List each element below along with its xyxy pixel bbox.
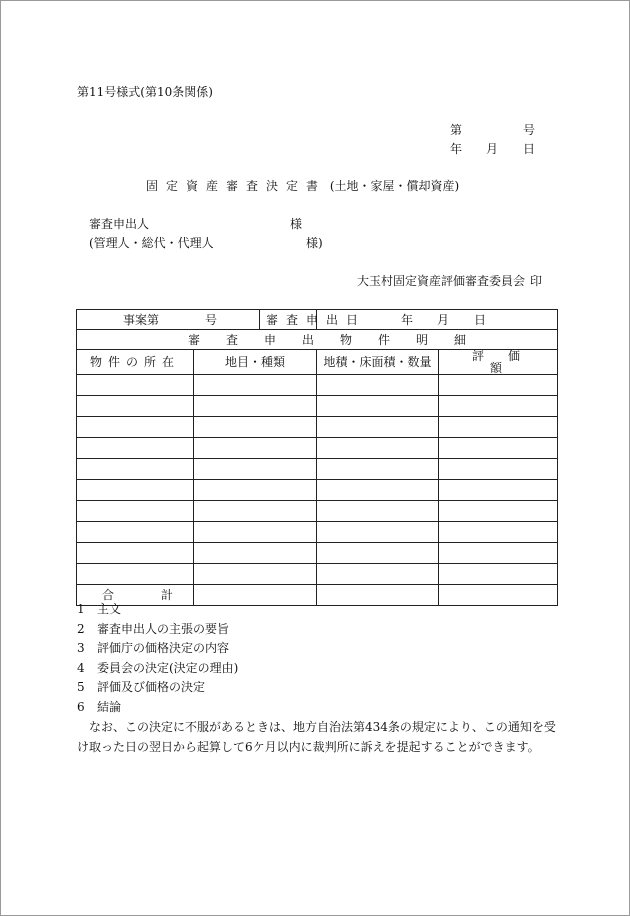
- shinsa-date-value-cell: [317, 310, 558, 330]
- detail-header-char: 申: [264, 333, 277, 347]
- detail-cell: [317, 396, 439, 417]
- committee-name: 大玉村固定資産評価審査委員会: [357, 274, 526, 288]
- detail-cell: [439, 438, 558, 459]
- detail-cell: [439, 396, 558, 417]
- date-day-label: 日: [523, 142, 536, 156]
- col-land-type: 地目・種類: [194, 350, 317, 375]
- detail-cell: [317, 501, 439, 522]
- main-item: [77, 681, 238, 701]
- detail-header-char: 物: [340, 333, 353, 347]
- detail-cell: [317, 522, 439, 543]
- detail-cell: [439, 459, 558, 480]
- detail-cell: [194, 564, 317, 585]
- detail-cell: [77, 396, 194, 417]
- detail-cell: [439, 522, 558, 543]
- document-title: [146, 180, 459, 192]
- main-item-number: 1: [77, 602, 85, 616]
- main-items-list: [77, 603, 238, 720]
- case-number-cell: [77, 310, 260, 330]
- detail-cell: [317, 543, 439, 564]
- ymd-day: 日: [474, 313, 487, 327]
- issue-number-suffix: 号: [523, 123, 536, 137]
- applicant-honorific: 様: [290, 217, 303, 231]
- detail-cell: [317, 375, 439, 396]
- detail-row: [77, 438, 558, 459]
- detail-cell: [77, 480, 194, 501]
- closing-note: [77, 717, 567, 757]
- detail-row: [77, 564, 558, 585]
- detail-cell: [439, 375, 558, 396]
- detail-cell: [194, 375, 317, 396]
- detail-cell: [194, 459, 317, 480]
- issue-number-label: 第: [450, 123, 463, 137]
- case-number-suffix: 号: [205, 313, 218, 327]
- col-assessed-value: 評価額: [439, 350, 558, 375]
- main-item-number: 4: [77, 660, 85, 675]
- detail-header-char: 件: [378, 333, 391, 347]
- document-title-main: 固定資産審査決定書: [146, 179, 327, 193]
- date-month-label: 月: [486, 142, 499, 156]
- detail-cell: [194, 522, 317, 543]
- detail-header-char: 明: [416, 333, 429, 347]
- detail-row: [77, 480, 558, 501]
- detail-cell: [77, 522, 194, 543]
- detail-cell: [77, 438, 194, 459]
- detail-row: [77, 543, 558, 564]
- main-item: [77, 623, 238, 643]
- detail-header-char: 出: [302, 333, 315, 347]
- detail-header-row: [77, 330, 558, 350]
- main-item-text: 審査申出人の主張の要旨: [97, 621, 230, 636]
- main-item-number: 3: [77, 641, 85, 655]
- col-area-quantity: 地積・床面積・数量: [317, 350, 439, 375]
- detail-row: [77, 396, 558, 417]
- case-info-row: [77, 310, 558, 330]
- detail-row: [77, 375, 558, 396]
- ymd-year: 年: [401, 313, 414, 327]
- committee-seal: 印: [530, 274, 543, 288]
- form-number: 第11号様式(第10条関係): [77, 85, 213, 99]
- detail-cell: [194, 501, 317, 522]
- detail-header-char: 細: [454, 333, 467, 347]
- ymd-month: 月: [437, 313, 450, 327]
- detail-row: [77, 501, 558, 522]
- closing-note-text: なお、この決定に不服があるときは、地方自治法第434条の規定により、この通知を受け取った日の翌日から起算して6ケ月以内に裁判所に訴えを提起することができます。: [77, 720, 556, 754]
- detail-cell: [77, 375, 194, 396]
- detail-header-cell: [77, 330, 558, 350]
- detail-cell: [439, 480, 558, 501]
- detail-cell: [194, 543, 317, 564]
- total-cell: [439, 585, 558, 606]
- main-item-number: 6: [77, 699, 85, 714]
- main-item: [77, 642, 238, 662]
- detail-cell: [317, 417, 439, 438]
- agent-honorific: 様): [306, 236, 323, 250]
- detail-cell: [77, 417, 194, 438]
- detail-cell: [194, 417, 317, 438]
- detail-cell: [317, 480, 439, 501]
- detail-cell: [439, 543, 558, 564]
- document-title-sub: (土地・家屋・償却資産): [329, 179, 460, 193]
- shinsa-date-label-cell: [260, 310, 367, 330]
- detail-cell: [439, 501, 558, 522]
- main-item: [77, 662, 238, 682]
- detail-cell: [77, 501, 194, 522]
- detail-row: [77, 459, 558, 480]
- detail-header-char: 査: [226, 333, 239, 347]
- detail-cell: [194, 480, 317, 501]
- main-item-number: 2: [77, 621, 85, 636]
- main-item: [77, 603, 238, 623]
- detail-cell: [77, 564, 194, 585]
- applicant-label: 審査申出人: [89, 217, 150, 231]
- detail-cell: [77, 543, 194, 564]
- detail-row: [77, 522, 558, 543]
- total-cell: [317, 585, 439, 606]
- total-label-b: 計: [161, 588, 174, 602]
- main-item-text: 結論: [97, 699, 122, 714]
- column-header-row: [77, 350, 558, 375]
- detail-row: [77, 417, 558, 438]
- col-location: 物件の所在: [77, 350, 194, 375]
- main-item-text: 評価及び価格の決定: [97, 680, 206, 694]
- main-item-text: 委員会の決定(決定の理由): [97, 660, 239, 675]
- case-table: [76, 309, 558, 606]
- total-label-a: 合: [102, 588, 115, 602]
- detail-cell: [439, 417, 558, 438]
- main-item-number: 5: [77, 680, 85, 694]
- detail-cell: [439, 564, 558, 585]
- shinsa-date-label: 審査申出日: [266, 313, 367, 327]
- detail-cell: [317, 564, 439, 585]
- agent-label: (管理人・総代・代理人: [89, 236, 214, 250]
- detail-header-char: 審: [188, 333, 201, 347]
- detail-cell: [77, 459, 194, 480]
- date-year-label: 年: [450, 142, 463, 156]
- main-item-text: 主文: [97, 602, 122, 616]
- detail-cell: [317, 459, 439, 480]
- detail-cell: [194, 438, 317, 459]
- detail-cell: [317, 438, 439, 459]
- case-number-label: 事案第: [123, 312, 160, 327]
- detail-cell: [194, 396, 317, 417]
- main-item-text: 評価庁の価格決定の内容: [97, 641, 230, 655]
